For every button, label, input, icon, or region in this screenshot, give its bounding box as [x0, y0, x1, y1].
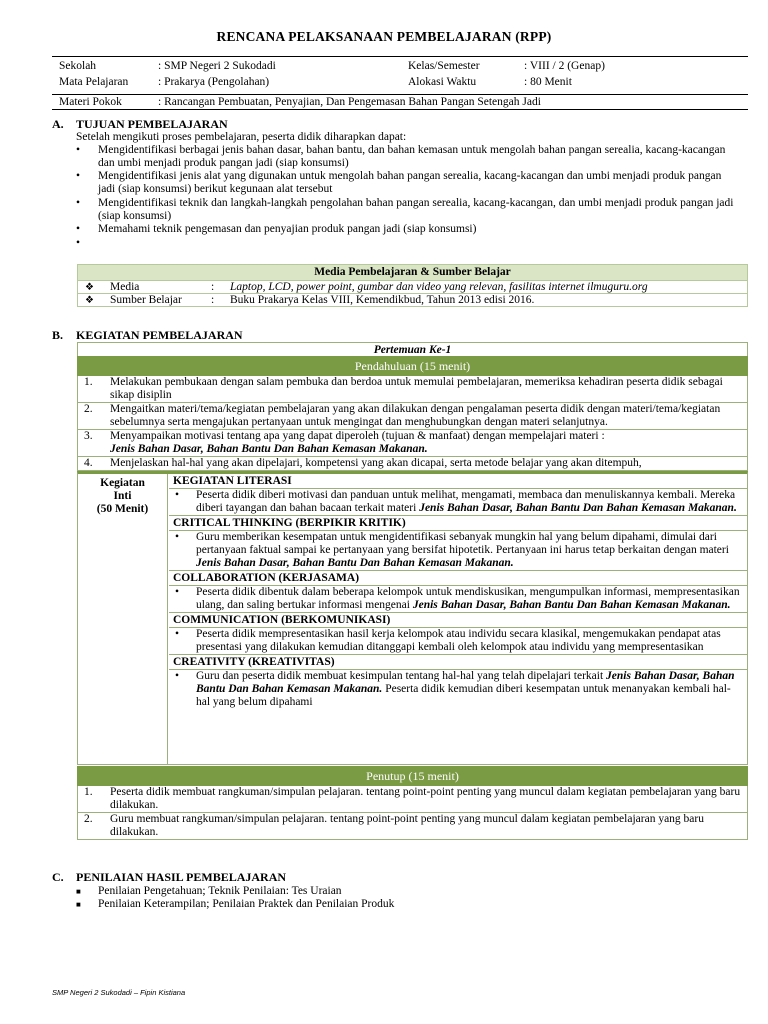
kelas-label: Kelas/Semester: [408, 60, 480, 72]
square-bullet-icon: ■: [76, 900, 81, 909]
text-emphasis: Jenis Bahan Dasar, Bahan Bantu Dan Bahan Kemasan Makanan.: [196, 670, 735, 695]
critical-item: [169, 531, 747, 571]
mapel-label: Mata Pelajaran: [59, 76, 129, 88]
text-plain: Peserta didik dibentuk dalam beberapa kelompok untuk mendiskusikan, mengumpulkan informasi, mempresentasikan ulang, dan saling bertukar informasi mengenai: [196, 586, 740, 611]
document-title: RENCANA PELAKSANAAN PEMBELAJARAN (RPP): [216, 29, 552, 44]
critical-heading: CRITICAL THINKING (BERPIKIR KRITIK): [169, 516, 747, 531]
collaboration-heading: COLLABORATION (KERJASAMA): [169, 571, 747, 586]
text-plain: Guru memberikan kesempatan untuk mengidentifikasi sebanyak mungkin hal yang belum dipahami, dimulai dari pertanyaan faktual sampai ke pertanyaan yang bersifat hipotetik. Pertanyaan ini harus tetap berkaitan dengan materi: [196, 531, 729, 556]
objective-text: Mengidentifikasi berbagai jenis bahan dasar, bahan bantu, dan bahan kemasan untuk mengolah bahan pangan serealia, kacang-kacangan dan umbi menjadi produk pangan jadi (siap konsumsi): [98, 144, 726, 169]
text-plain: Peserta didik kemudian diberi kesempatan untuk menanyakan kembali hal-hal yang belum dipahami: [196, 683, 731, 708]
communication-text: Peserta didik mempresentasikan hasil kerja kelompok atau individu secara klasikal, mengemukakan pendapat atas presentasi yang dilakukan kemudian ditanggapi kembali oleh kelompok atau individu yang mempresentasikan: [196, 628, 721, 653]
section-a-number: A.: [52, 117, 64, 131]
inti-content: [169, 474, 747, 709]
diamond-bullet-icon: ❖: [85, 282, 94, 293]
creativity-item: [169, 670, 747, 709]
literasi-item: [169, 489, 747, 516]
materi-label: Materi Pokok: [59, 96, 122, 108]
bullet-icon: •: [175, 628, 180, 640]
kegiatan-table: [77, 342, 748, 840]
bullet-icon: •: [76, 237, 81, 249]
item-text: Menjelaskan hal-hal yang akan dipelajari, kompetensi yang akan dicapai, serta metode belajar yang akan ditempuh,: [110, 457, 642, 469]
media-box: [77, 264, 748, 307]
text-emphasis: Jenis Bahan Dasar, Bahan Bantu Dan Bahan Kemasan Makanan.: [419, 502, 737, 514]
media-value: Laptop, LCD, power point, gumbar dan video yang relevan, fasilitas internet ilmuguru.org: [230, 281, 648, 293]
item-number: 3.: [84, 430, 93, 442]
media-label: Media: [110, 281, 140, 293]
sumber-value: Buku Prakarya Kelas VIII, Kemendikbud, Tahun 2013 edisi 2016.: [230, 294, 535, 306]
mapel-value: : Prakarya (Pengolahan): [158, 76, 270, 88]
inti-label-duration: (50 Menit): [96, 503, 149, 515]
bullet-icon: •: [76, 170, 81, 182]
objective-text: Mengidentifikasi jenis alat yang digunakan untuk mengolah bahan pangan serealia, kacang-kacangan dan umbi menjadi produk pangan jadi (siap konsumsi) berikut kegunaan alat tersebut: [98, 170, 722, 195]
communication-heading: COMMUNICATION (BERKOMUNIKASI): [169, 613, 747, 628]
collaboration-text: [196, 586, 744, 612]
creativity-text: [196, 670, 744, 709]
page-footer: SMP Negeri 2 Sukodadi – Fipin Kistiana: [52, 988, 186, 997]
inti-label-line: Inti: [113, 490, 132, 502]
sekolah-label: Sekolah: [59, 60, 97, 72]
objective-text: Memahami teknik pengemasan dan penyajian produk pangan jadi (siap konsumsi): [98, 223, 477, 235]
sumber-label: Sumber Belajar: [110, 294, 182, 306]
media-heading: Media Pembelajaran & Sumber Belajar: [78, 265, 747, 280]
info-row-3: [52, 94, 748, 109]
inti-label-cell: [78, 474, 168, 765]
item-number: 2.: [84, 813, 93, 825]
square-bullet-icon: ■: [76, 887, 81, 896]
assessment-text: Penilaian Keterampilan; Penilaian Praktek dan Penilaian Produk: [98, 898, 395, 910]
penutup-item: [77, 813, 748, 840]
section-b-title: KEGIATAN PEMBELAJARAN: [76, 328, 243, 342]
penutup-bar: Penutup (15 menit): [77, 766, 748, 786]
bullet-icon: •: [175, 531, 180, 543]
text-plain: Guru dan peserta didik membuat kesimpulan tentang hal-hal yang telah dipelajari terkait: [196, 670, 604, 682]
literasi-text: [196, 489, 744, 515]
item-number: 2.: [84, 403, 93, 415]
kelas-value: : VIII / 2 (Genap): [524, 60, 605, 72]
item-text: Guru membuat rangkuman/simpulan pelajaran. tentang point-point penting yang muncul dalam kegiatan pembelajaran yang baru dilakukan.: [110, 813, 704, 838]
bullet-icon: •: [76, 223, 81, 235]
alokasi-label: Alokasi Waktu: [408, 76, 477, 88]
bullet-icon: •: [76, 144, 81, 156]
section-a-heading: [52, 118, 452, 132]
kegiatan-inti: [77, 471, 748, 765]
communication-item: [169, 628, 747, 655]
item-number: 1.: [84, 786, 93, 798]
sekolah-value: : SMP Negeri 2 Sukodadi: [158, 60, 276, 72]
item-number: 1.: [84, 376, 93, 388]
inti-label-line: Kegiatan: [100, 477, 145, 489]
pendahuluan-bar: Pendahuluan (15 menit): [77, 356, 748, 376]
critical-text: [196, 531, 744, 570]
pendahuluan-item: [77, 376, 748, 403]
item-text: Peserta didik membuat rangkuman/simpulan pelajaran. tentang point-point penting yang muncul dalam kegiatan pembelajaran yang baru dilakukan.: [110, 786, 741, 811]
item-number: 4.: [84, 457, 93, 469]
section-c-number: C.: [52, 870, 64, 884]
pertemuan-heading: Pertemuan Ke-1: [77, 342, 748, 356]
alokasi-value: : 80 Menit: [524, 76, 572, 88]
penutup-item: [77, 786, 748, 813]
bullet-icon: •: [175, 489, 180, 501]
section-a-intro: Setelah mengikuti proses pembelajaran, peserta didik diharapkan dapat:: [76, 131, 407, 143]
section-c-title: PENILAIAN HASIL PEMBELAJARAN: [76, 870, 287, 884]
info-row-1: [52, 57, 748, 75]
section-b-heading: [52, 329, 452, 343]
item-text-plain: Menyampaikan motivasi tentang apa yang dapat diperoleh (tujuan & manfaat) dengan mempelajari materi :: [110, 430, 605, 442]
objective-text: Mengidentifikasi teknik dan langkah-langkah pengolahan bahan pangan serealia, kacang-kacangan, dan umbi menjadi produk pangan jadi (siap konsumsi): [98, 197, 734, 222]
item-text: Mengaitkan materi/tema/kegiatan pembelajaran yang akan dilakukan dengan pengalaman peserta didik dengan materi/tema/kegiatan sebelumnya serta mengajukan pertanyaan untuk mengingat dan menghubungkan dengan materi selanjutnya.: [110, 403, 721, 428]
text-emphasis: Jenis Bahan Dasar, Bahan Bantu Dan Bahan Kemasan Makanan.: [412, 599, 731, 611]
bullet-icon: •: [76, 197, 81, 209]
literasi-heading: KEGIATAN LITERASI: [169, 474, 747, 489]
creativity-heading: CREATIVITY (KREATIVITAS): [169, 655, 747, 670]
item-text: [110, 430, 744, 456]
info-table: [52, 56, 748, 110]
item-text-emphasis: Jenis Bahan Dasar, Bahan Bantu Dan Bahan Kemasan Makanan.: [110, 443, 428, 455]
text-emphasis: Jenis Bahan Dasar, Bahan Bantu Dan Bahan Kemasan Makanan.: [196, 557, 514, 569]
sumber-separator: :: [211, 294, 215, 306]
sumber-row: [78, 293, 747, 306]
bullet-icon: •: [175, 670, 180, 682]
assessment-text: Penilaian Pengetahuan; Teknik Penilaian: Tes Uraian: [98, 885, 342, 897]
collaboration-item: [169, 586, 747, 613]
diamond-bullet-icon: ❖: [85, 295, 94, 306]
section-b-number: B.: [52, 328, 64, 342]
item-text: Melakukan pembukaan dengan salam pembuka dan berdoa untuk memulai pembelajaran, memeriksa kehadiran peserta didik sebagai sikap disiplin: [110, 376, 723, 401]
section-c-heading: [52, 871, 452, 885]
materi-value: : Rancangan Pembuatan, Penyajian, Dan Pengemasan Bahan Pangan Setengah Jadi: [158, 96, 541, 108]
pendahuluan-item: [77, 457, 748, 471]
text-plain: Peserta didik diberi motivasi dan panduan untuk melihat, mengamati, membaca dan menuliskannya kembali. Mereka diberi tayangan dan bahan bacaan terkait materi: [196, 489, 736, 514]
media-row: [78, 280, 747, 293]
info-row-2: [52, 75, 748, 94]
pendahuluan-item: [77, 430, 748, 457]
media-separator: :: [211, 281, 215, 293]
pendahuluan-item: [77, 403, 748, 430]
bullet-icon: •: [175, 586, 180, 598]
section-a-title: TUJUAN PEMBELAJARAN: [76, 117, 228, 131]
